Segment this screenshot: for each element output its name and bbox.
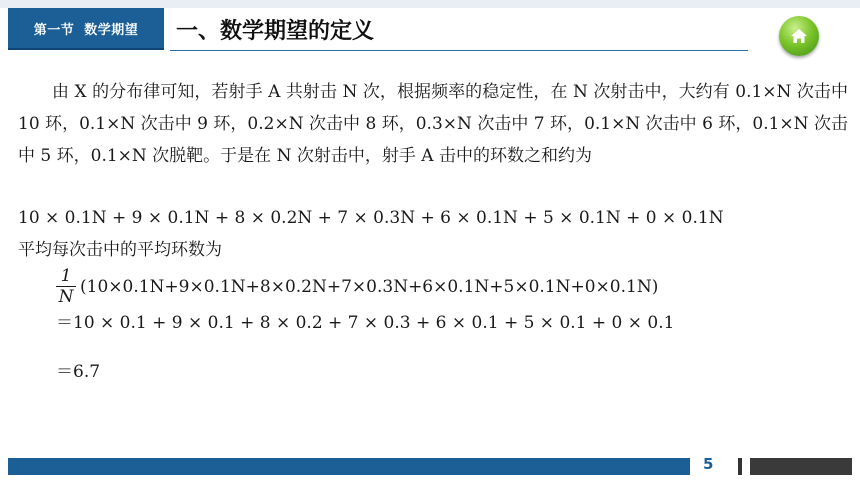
fraction-denominator: N — [58, 287, 74, 307]
footer-bar — [8, 458, 690, 475]
home-button[interactable] — [779, 16, 819, 56]
average-formula — [56, 266, 848, 307]
fraction-numerator: 1 — [60, 266, 72, 286]
top-strip — [0, 0, 860, 8]
page-number: 5 — [703, 455, 714, 473]
section-tab — [8, 8, 164, 50]
section-number: 第一节 — [33, 22, 75, 38]
home-icon — [790, 28, 808, 44]
content-area — [18, 76, 848, 405]
average-label: 平均每次击中的平均环数为 — [18, 240, 222, 260]
average-expression: (10×0.1N+9×0.1N+8×0.2N+7×0.3N+6×0.1N+5×0.1N+0×0.1N) — [80, 276, 659, 297]
footer-block — [750, 458, 852, 475]
step-line: ＝10 × 0.1 + 9 × 0.1 + 8 × 0.2 + 7 × 0.3 + 6 × 0.1 + 5 × 0.1 + 0 × 0.1 — [56, 313, 675, 333]
fraction — [56, 266, 76, 307]
page-title: 一、数学期望的定义 — [176, 19, 375, 44]
title-underline — [170, 50, 748, 51]
result-line: ＝6.7 — [56, 362, 101, 382]
footer-divider — [738, 458, 742, 475]
body-paragraph: 由 X 的分布律可知，若射手 A 共射击 N 次，根据频率的稳定性，在 N 次射击中，大约有 0.1×N 次击中 10 环，0.1×N 次击中 9 环，0.2×N 次击中 8 环，0.3×N 次击中 7 环，0.1×N 次击中 6 环，0.1×N 次击中 5 环，0.1×N 次脱靶。于是在 N 次射击中，射手 A 击中的环数之和约为 — [18, 82, 848, 166]
sum-expression: 10 × 0.1N + 9 × 0.1N + 8 × 0.2N + 7 × 0.3N + 6 × 0.1N + 5 × 0.1N + 0 × 0.1N — [18, 208, 724, 228]
section-name: 数学期望 — [84, 22, 139, 38]
